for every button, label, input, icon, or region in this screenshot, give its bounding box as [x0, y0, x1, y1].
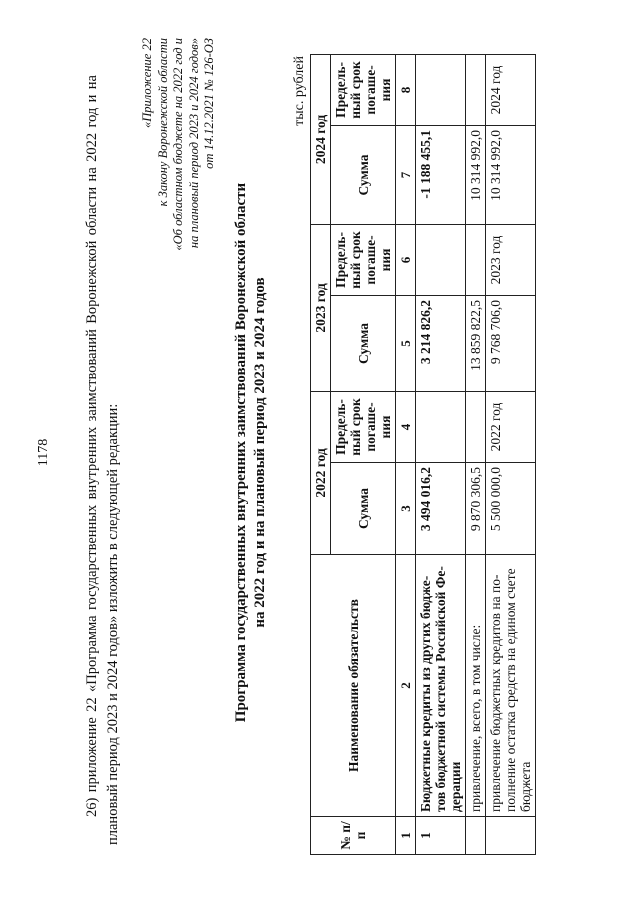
term-2023: 2023 год	[486, 224, 536, 295]
column-index: 6	[396, 224, 416, 295]
appendix-line: к Закону Воронежской области	[155, 38, 170, 207]
page-number: 1178	[36, 438, 51, 467]
table-row	[466, 54, 486, 854]
sum-2022: 3 494 016,2	[416, 463, 466, 555]
column-index: 1	[396, 817, 416, 855]
row-name: привлечение бюджетных кредитов на по-полнение остатка средств на едином счете бюджета	[486, 555, 536, 817]
term-2022: 2022 год	[486, 391, 536, 462]
amendment-intro-text: 26) приложение 22 «Программа государственных внутренних заимствований Воронежской области на 2022 год и на плановый период 2023 и 2024 годов» изложить в следующей редакции:	[84, 75, 121, 845]
appendix-line: от 14.12.2021 № 126-ОЗ	[202, 38, 216, 169]
borrowing-program-table	[310, 54, 536, 855]
header-sum: Сумма	[331, 295, 396, 391]
column-index: 5	[396, 295, 416, 391]
row-name: Бюджетные кредиты из других бюдже-тов бюджетной системы Российской Фе-дерации	[416, 555, 466, 817]
row-num	[486, 817, 536, 855]
title-line: на 2022 год и на плановый период 2023 и 2024 годов	[252, 277, 268, 628]
header-year-2022: 2022 год	[311, 391, 331, 554]
term-2024	[466, 54, 486, 125]
sum-2023: 9 768 706,0	[486, 295, 536, 391]
term-2022	[416, 391, 466, 462]
sum-2024: -1 188 455,1	[416, 125, 466, 224]
sum-2024: 10 314 992,0	[466, 125, 486, 224]
header-term: Предель-ный срок погаше-ния	[331, 391, 396, 462]
term-2024	[416, 54, 466, 125]
column-index: 8	[396, 54, 416, 125]
term-2022	[466, 391, 486, 462]
sum-2023: 3 214 826,2	[416, 295, 466, 391]
header-sum: Сумма	[331, 463, 396, 555]
header-term: Предель-ный срок погаше-ния	[331, 54, 396, 125]
column-index: 4	[396, 391, 416, 462]
term-2023	[416, 224, 466, 295]
term-2024: 2024 год	[486, 54, 536, 125]
appendix-line: «Приложение 22	[140, 38, 154, 128]
sum-2023: 13 859 822,5	[466, 295, 486, 391]
sum-2024: 10 314 992,0	[486, 125, 536, 224]
header-term: Предель-ный срок погаше-ния	[331, 224, 396, 295]
column-index: 7	[396, 125, 416, 224]
header-name: Наименование обязательств	[311, 555, 396, 817]
column-index: 2	[396, 555, 416, 817]
appendix-reference	[140, 38, 218, 358]
term-2023	[466, 224, 486, 295]
sum-2022: 5 500 000,0	[486, 463, 536, 555]
header-year-2023: 2023 год	[311, 224, 331, 391]
appendix-line: на плановый период 2023 и 2024 годов»	[186, 38, 201, 249]
table-row	[486, 54, 536, 854]
header-sum: Сумма	[331, 125, 396, 224]
column-index-row	[396, 54, 416, 854]
row-num: 1	[416, 817, 466, 855]
appendix-line: «Об областном бюджете на 2022 год и	[171, 38, 185, 251]
row-name: привлечение, всего, в том числе:	[466, 555, 486, 817]
header-num: № п/п	[311, 817, 396, 855]
sum-2022: 9 870 306,5	[466, 463, 486, 555]
title-line: Программа государственных внутренних заимствований Воронежской области	[233, 182, 249, 723]
document-title	[232, 0, 270, 905]
table-row	[416, 54, 466, 854]
column-index: 3	[396, 463, 416, 555]
header-year-2024: 2024 год	[311, 54, 331, 224]
row-num	[466, 817, 486, 855]
units-label: тыс. рублей	[292, 56, 307, 126]
